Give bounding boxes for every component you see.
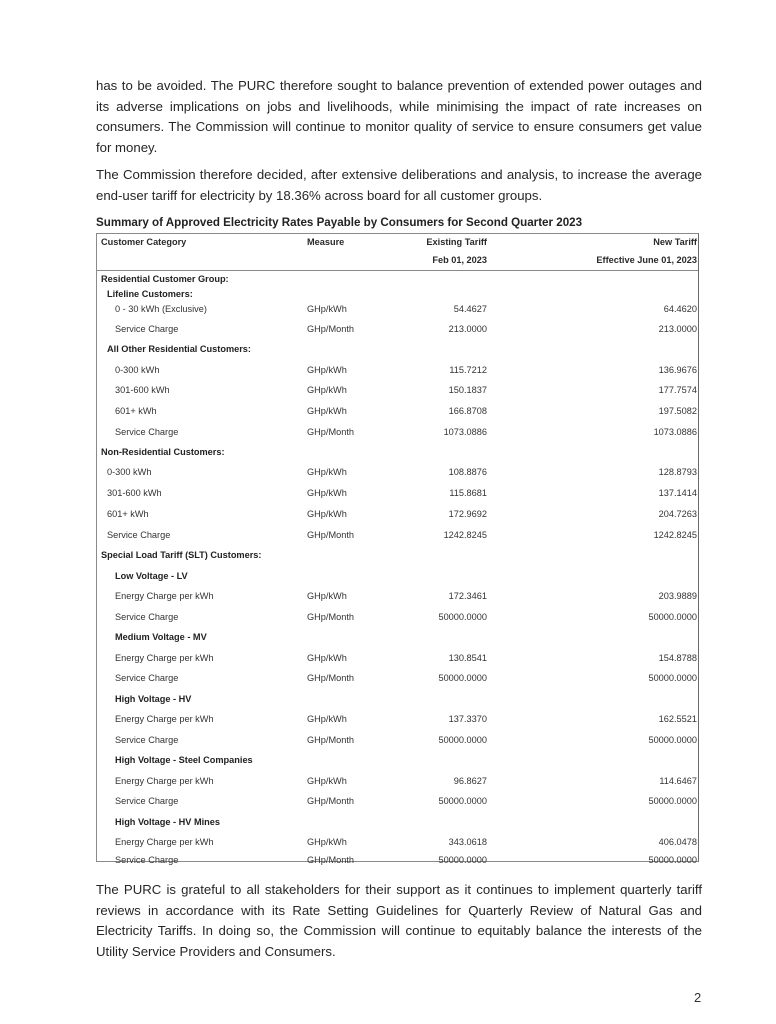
cell-new-tariff: 50000.0000 (648, 612, 697, 622)
cell-new-tariff: 137.1414 (658, 488, 697, 498)
cell-category: Service Charge (115, 612, 179, 622)
table-row (97, 773, 698, 793)
cell-measure: GHp/kWh (307, 304, 347, 314)
cell-category: Energy Charge per kWh (115, 653, 214, 663)
cell-measure: GHp/Month (307, 796, 354, 806)
table-row (97, 382, 698, 402)
table-group-row (97, 444, 698, 464)
cell-existing-tariff: 343.0618 (448, 837, 487, 847)
cell-existing-tariff: 1073.0886 (443, 427, 487, 437)
table-row (97, 650, 698, 670)
cell-existing-tariff: 115.8681 (449, 488, 487, 498)
cell-category: Energy Charge per kWh (115, 837, 214, 847)
cell-existing-tariff: 108.8876 (448, 467, 487, 477)
cell-measure: GHp/kWh (307, 406, 347, 416)
tariff-table (96, 233, 699, 865)
cell-new-tariff: 1242.8245 (653, 530, 697, 540)
table-row (97, 424, 698, 444)
cell-measure: GHp/Month (307, 612, 354, 622)
cell-existing-tariff: 50000.0000 (438, 612, 487, 622)
cell-category: 601+ kWh (115, 406, 157, 416)
cell-existing-tariff: 50000.0000 (438, 855, 487, 865)
cell-category: High Voltage - Steel Companies (115, 755, 253, 765)
cell-measure: GHp/kWh (307, 591, 347, 601)
closing-paragraph: The PURC is grateful to all stakeholders for their support as it continues to implement quarterly tariff reviews in accordance with its Rate Setting Guidelines for Quarterly Review of Natural Gas and Electricity Tariffs. In doing so, the Commission will continue to equitably balance the interests of the Utility Service Providers and Consumers. (96, 882, 702, 959)
header-measure: Measure (307, 237, 345, 247)
table-group-row (97, 814, 698, 834)
cell-measure: GHp/Month (307, 324, 354, 334)
cell-category: Energy Charge per kWh (115, 714, 214, 724)
cell-new-tariff: 154.8788 (658, 653, 697, 663)
cell-category: Service Charge (115, 855, 179, 865)
cell-category: Service Charge (115, 735, 179, 745)
cell-measure: GHp/kWh (307, 509, 347, 519)
table-row (97, 362, 698, 382)
cell-new-tariff: 162.5521 (658, 714, 697, 724)
cell-measure: GHp/Month (307, 427, 354, 437)
cell-new-tariff: 128.8793 (658, 467, 697, 477)
intro-paragraph: has to be avoided. The PURC therefore sought to balance prevention of extended power outages and its adverse implications on jobs and livelihoods, while minimising the impact of rate increases on consumers. The Commission will continue to monitor quality of service to ensure consumers get value for money. (96, 78, 702, 155)
cell-measure: GHp/kWh (307, 714, 347, 724)
cell-category: Low Voltage - LV (115, 571, 188, 581)
table-row (97, 834, 698, 854)
cell-measure: GHp/Month (307, 735, 354, 745)
cell-new-tariff: 50000.0000 (648, 673, 697, 683)
table-row (97, 464, 698, 484)
cell-existing-tariff: 54.4627 (453, 304, 487, 314)
cell-existing-tariff: 115.7212 (449, 365, 487, 375)
header-existing-date: Feb 01, 2023 (432, 255, 487, 265)
cell-measure: GHp/kWh (307, 385, 347, 395)
cell-new-tariff: 213.0000 (658, 324, 697, 334)
cell-existing-tariff: 166.8708 (448, 406, 487, 416)
header-new-date: Effective June 01, 2023 (596, 255, 697, 265)
cell-existing-tariff: 150.1837 (448, 385, 487, 395)
table-row (97, 793, 698, 813)
cell-category: 0-300 kWh (107, 467, 152, 477)
cell-existing-tariff: 130.8541 (448, 653, 487, 663)
table-row (97, 403, 698, 423)
cell-category: 0-300 kWh (115, 365, 160, 375)
cell-measure: GHp/Month (307, 530, 354, 540)
cell-category: High Voltage - HV (115, 694, 192, 704)
cell-category: 0 - 30 kWh (Exclusive) (115, 304, 207, 314)
cell-category: Lifeline Customers: (107, 289, 193, 299)
table-row (97, 609, 698, 629)
header-customer-category: Customer Category (101, 237, 187, 247)
header-new-tariff: New Tariff (653, 237, 697, 247)
cell-existing-tariff: 172.9692 (448, 509, 487, 519)
cell-existing-tariff: 1242.8245 (443, 530, 487, 540)
table-group-row (97, 568, 698, 588)
header-existing-tariff: Existing Tariff (426, 237, 487, 247)
cell-measure: GHp/kWh (307, 653, 347, 663)
cell-new-tariff: 50000.0000 (648, 855, 697, 865)
cell-measure: GHp/kWh (307, 467, 347, 477)
table-row (97, 852, 698, 872)
page-number: 2 (694, 990, 702, 1005)
cell-new-tariff: 114.6467 (659, 776, 697, 786)
cell-new-tariff: 1073.0886 (653, 427, 697, 437)
table-row (97, 301, 698, 321)
cell-existing-tariff: 172.3461 (448, 591, 487, 601)
cell-new-tariff: 136.9676 (658, 365, 697, 375)
cell-existing-tariff: 50000.0000 (438, 735, 487, 745)
table-group-row (97, 629, 698, 649)
cell-measure: GHp/Month (307, 673, 354, 683)
cell-category: High Voltage - HV Mines (115, 817, 220, 827)
cell-category: Service Charge (107, 530, 171, 540)
cell-measure: GHp/kWh (307, 488, 347, 498)
cell-category: Residential Customer Group: (101, 274, 229, 284)
cell-existing-tariff: 96.8627 (453, 776, 487, 786)
table-row (97, 670, 698, 690)
cell-existing-tariff: 137.3370 (448, 714, 487, 724)
table-row (97, 527, 698, 547)
table-row (97, 506, 698, 526)
cell-category: Non-Residential Customers: (101, 447, 225, 457)
cell-new-tariff: 406.0478 (658, 837, 697, 847)
cell-category: All Other Residential Customers: (107, 344, 251, 354)
cell-new-tariff: 197.5082 (658, 406, 697, 416)
cell-category: Special Load Tariff (SLT) Customers: (101, 550, 262, 560)
cell-new-tariff: 64.4620 (663, 304, 697, 314)
cell-category: 301-600 kWh (115, 385, 170, 395)
table-group-row (97, 752, 698, 772)
table-group-row (97, 691, 698, 711)
cell-new-tariff: 50000.0000 (648, 735, 697, 745)
table-group-row (97, 341, 698, 361)
table-header-row (97, 234, 698, 254)
table-group-row (97, 547, 698, 567)
cell-new-tariff: 204.7263 (658, 509, 697, 519)
cell-category: Medium Voltage - MV (115, 632, 207, 642)
cell-category: Service Charge (115, 673, 179, 683)
table-row (97, 711, 698, 731)
cell-new-tariff: 50000.0000 (648, 796, 697, 806)
cell-measure: GHp/kWh (307, 837, 347, 847)
table-title: Summary of Approved Electricity Rates Payable by Consumers for Second Quarter 2023 (96, 216, 583, 229)
cell-existing-tariff: 213.0000 (448, 324, 487, 334)
decision-paragraph: The Commission therefore decided, after extensive deliberations and analysis, to increase the average end-user tariff for electricity by 18.36% across board for all customer groups. (96, 167, 702, 203)
table-row (97, 321, 698, 341)
cell-category: Energy Charge per kWh (115, 776, 214, 786)
cell-category: Service Charge (115, 324, 179, 334)
cell-category: 301-600 kWh (107, 488, 162, 498)
cell-category: Service Charge (115, 427, 179, 437)
cell-existing-tariff: 50000.0000 (438, 673, 487, 683)
cell-existing-tariff: 50000.0000 (438, 796, 487, 806)
cell-new-tariff: 203.9889 (658, 591, 697, 601)
cell-measure: GHp/kWh (307, 365, 347, 375)
cell-category: 601+ kWh (107, 509, 149, 519)
table-header-date-row (97, 252, 698, 272)
cell-category: Service Charge (115, 796, 179, 806)
cell-new-tariff: 177.7574 (658, 385, 697, 395)
cell-measure: GHp/Month (307, 855, 354, 865)
cell-measure: GHp/kWh (307, 776, 347, 786)
table-row (97, 732, 698, 752)
cell-category: Energy Charge per kWh (115, 591, 214, 601)
table-row (97, 588, 698, 608)
table-row (97, 485, 698, 505)
